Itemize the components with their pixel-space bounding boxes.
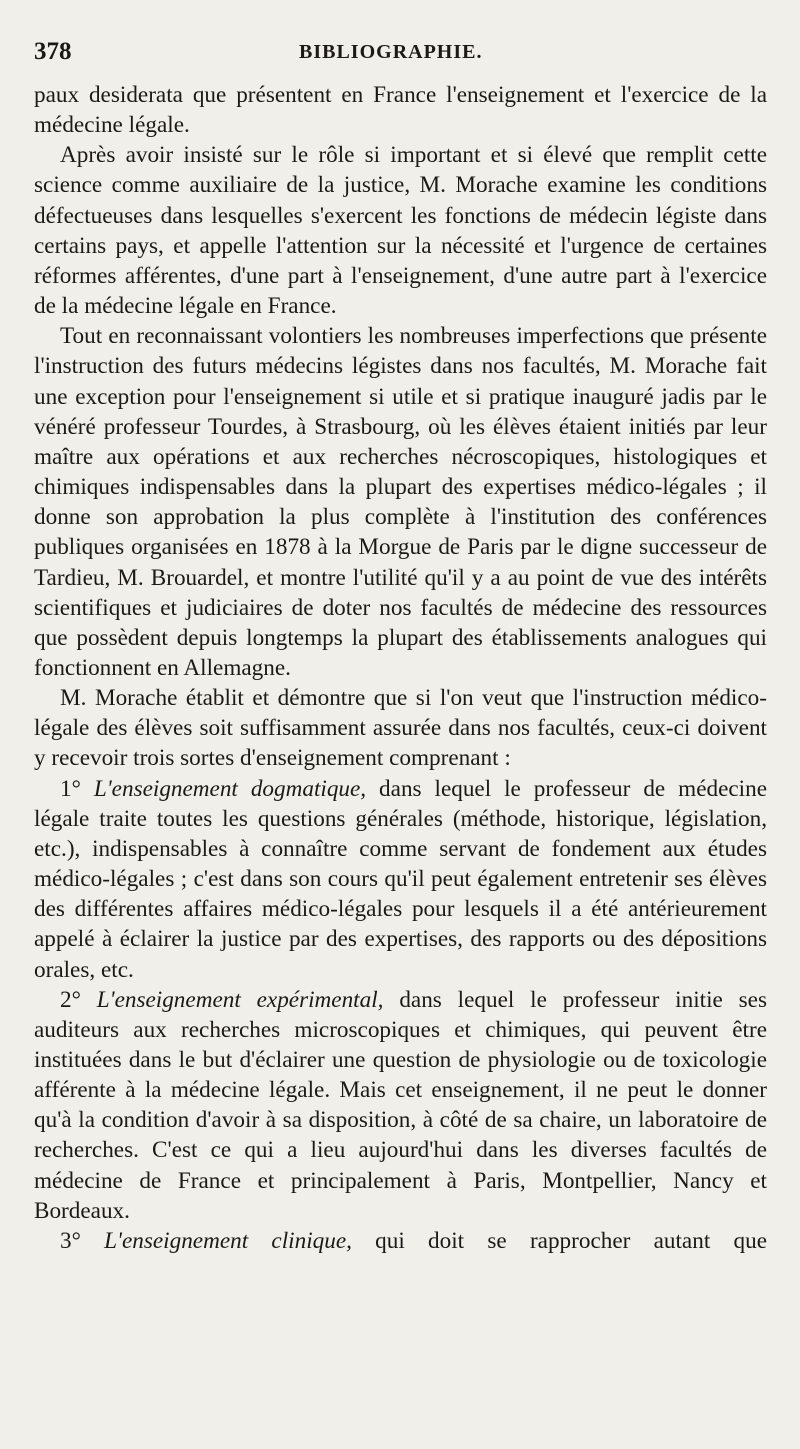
item-number: 1° bbox=[60, 775, 81, 802]
text-body bbox=[34, 80, 767, 1256]
list-item-3: 3° L'enseignement clinique, qui doit se rapprocher autant que bbox=[60, 1227, 767, 1254]
list-item-2: 2° L'enseignement expérimental, dans lequel le professeur initie ses auditeurs aux recherches microscopiques et chimiques, qui peuvent être instituées dans le but d'éclairer une question de physiologie ou de toxicologie afférente à la médecine légale. Mais cet enseignement, il ne peut le donner qu'à la condition d'avoir à sa disposition, à côté de sa chaire, un laboratoire de recherches. C'est ce qui a lieu aujourd'hui dans les diverses facultés de médecine de France et principalement à Paris, Montpellier, Nancy et Bordeaux. bbox=[34, 986, 767, 1224]
running-title: BIBLIOGRAPHIE. bbox=[299, 41, 483, 63]
item-title: L'enseignement dogmatique, bbox=[93, 775, 367, 802]
page-header bbox=[34, 38, 774, 72]
list-item-1: 1° L'enseignement dogmatique, dans lequel le professeur de médecine légale traite toutes les questions générales (méthode, historique, législation, etc.), indispensables à connaître comme servant de fondement aux études médico-légales ; c'est dans son cours qu'il peut également entretenir ses élèves des différentes affaires médico-légales pour lesquels il a été antérieurement appelé à éclairer la justice par des expertises, des rapports ou des dépositions orales, etc. bbox=[34, 775, 767, 983]
paragraph-4: M. Morache établit et démontre que si l'on veut que l'instruction médico-légale des élèves soit suffisamment assurée dans nos facultés, ceux-ci doivent y recevoir trois sortes d'enseignement comprenant : bbox=[34, 685, 767, 772]
item-title: L'enseignement expérimental, bbox=[96, 986, 384, 1013]
page-number: 378 bbox=[34, 38, 72, 65]
paragraph-3: Tout en reconnaissant volontiers les nombreuses imperfections que présente l'instruction des futurs médecins légistes dans nos facultés, M. Morache fait une exception pour l'enseignement si utile et si pratique inauguré jadis par le vénéré professeur Tourdes, à Strasbourg, où les élèves étaient initiés par leur maître aux opérations et aux recherches nécroscopiques, histologiques et chimiques indispensables dans la plupart des expertises médico-légales ; il donne son approbation la plus complète à l'institution des conférences publiques organisées en 1878 à la Morgue de Paris par le digne successeur de Tardieu, M. Brouardel, et montre l'utilité qu'il y a au point de vue des intérêts scientifiques et judiciaires de doter nos facultés de médecine des ressources que possèdent depuis longtemps la plupart des établissements analogues qui fonctionnent en Allemagne. bbox=[34, 323, 767, 681]
paragraph-2: Après avoir insisté sur le rôle si important et si élevé que remplit cette science comme auxiliaire de la justice, M. Morache examine les conditions défectueuses dans lesquelles s'exercent les fonctions de médecin légiste dans certains pays, et appelle l'attention sur la nécessité et l'urgence de certaines réformes afférentes, d'une part à l'enseignement, d'une autre part à l'exercice de la médecine légale en France. bbox=[34, 142, 767, 320]
paragraph-1: paux desiderata que présentent en France l'enseignement et l'exercice de la médecine légale. bbox=[34, 82, 767, 139]
item-number: 2° bbox=[60, 986, 81, 1013]
item-number: 3° bbox=[60, 1227, 81, 1254]
item-title: L'enseignement clinique, bbox=[104, 1227, 352, 1254]
